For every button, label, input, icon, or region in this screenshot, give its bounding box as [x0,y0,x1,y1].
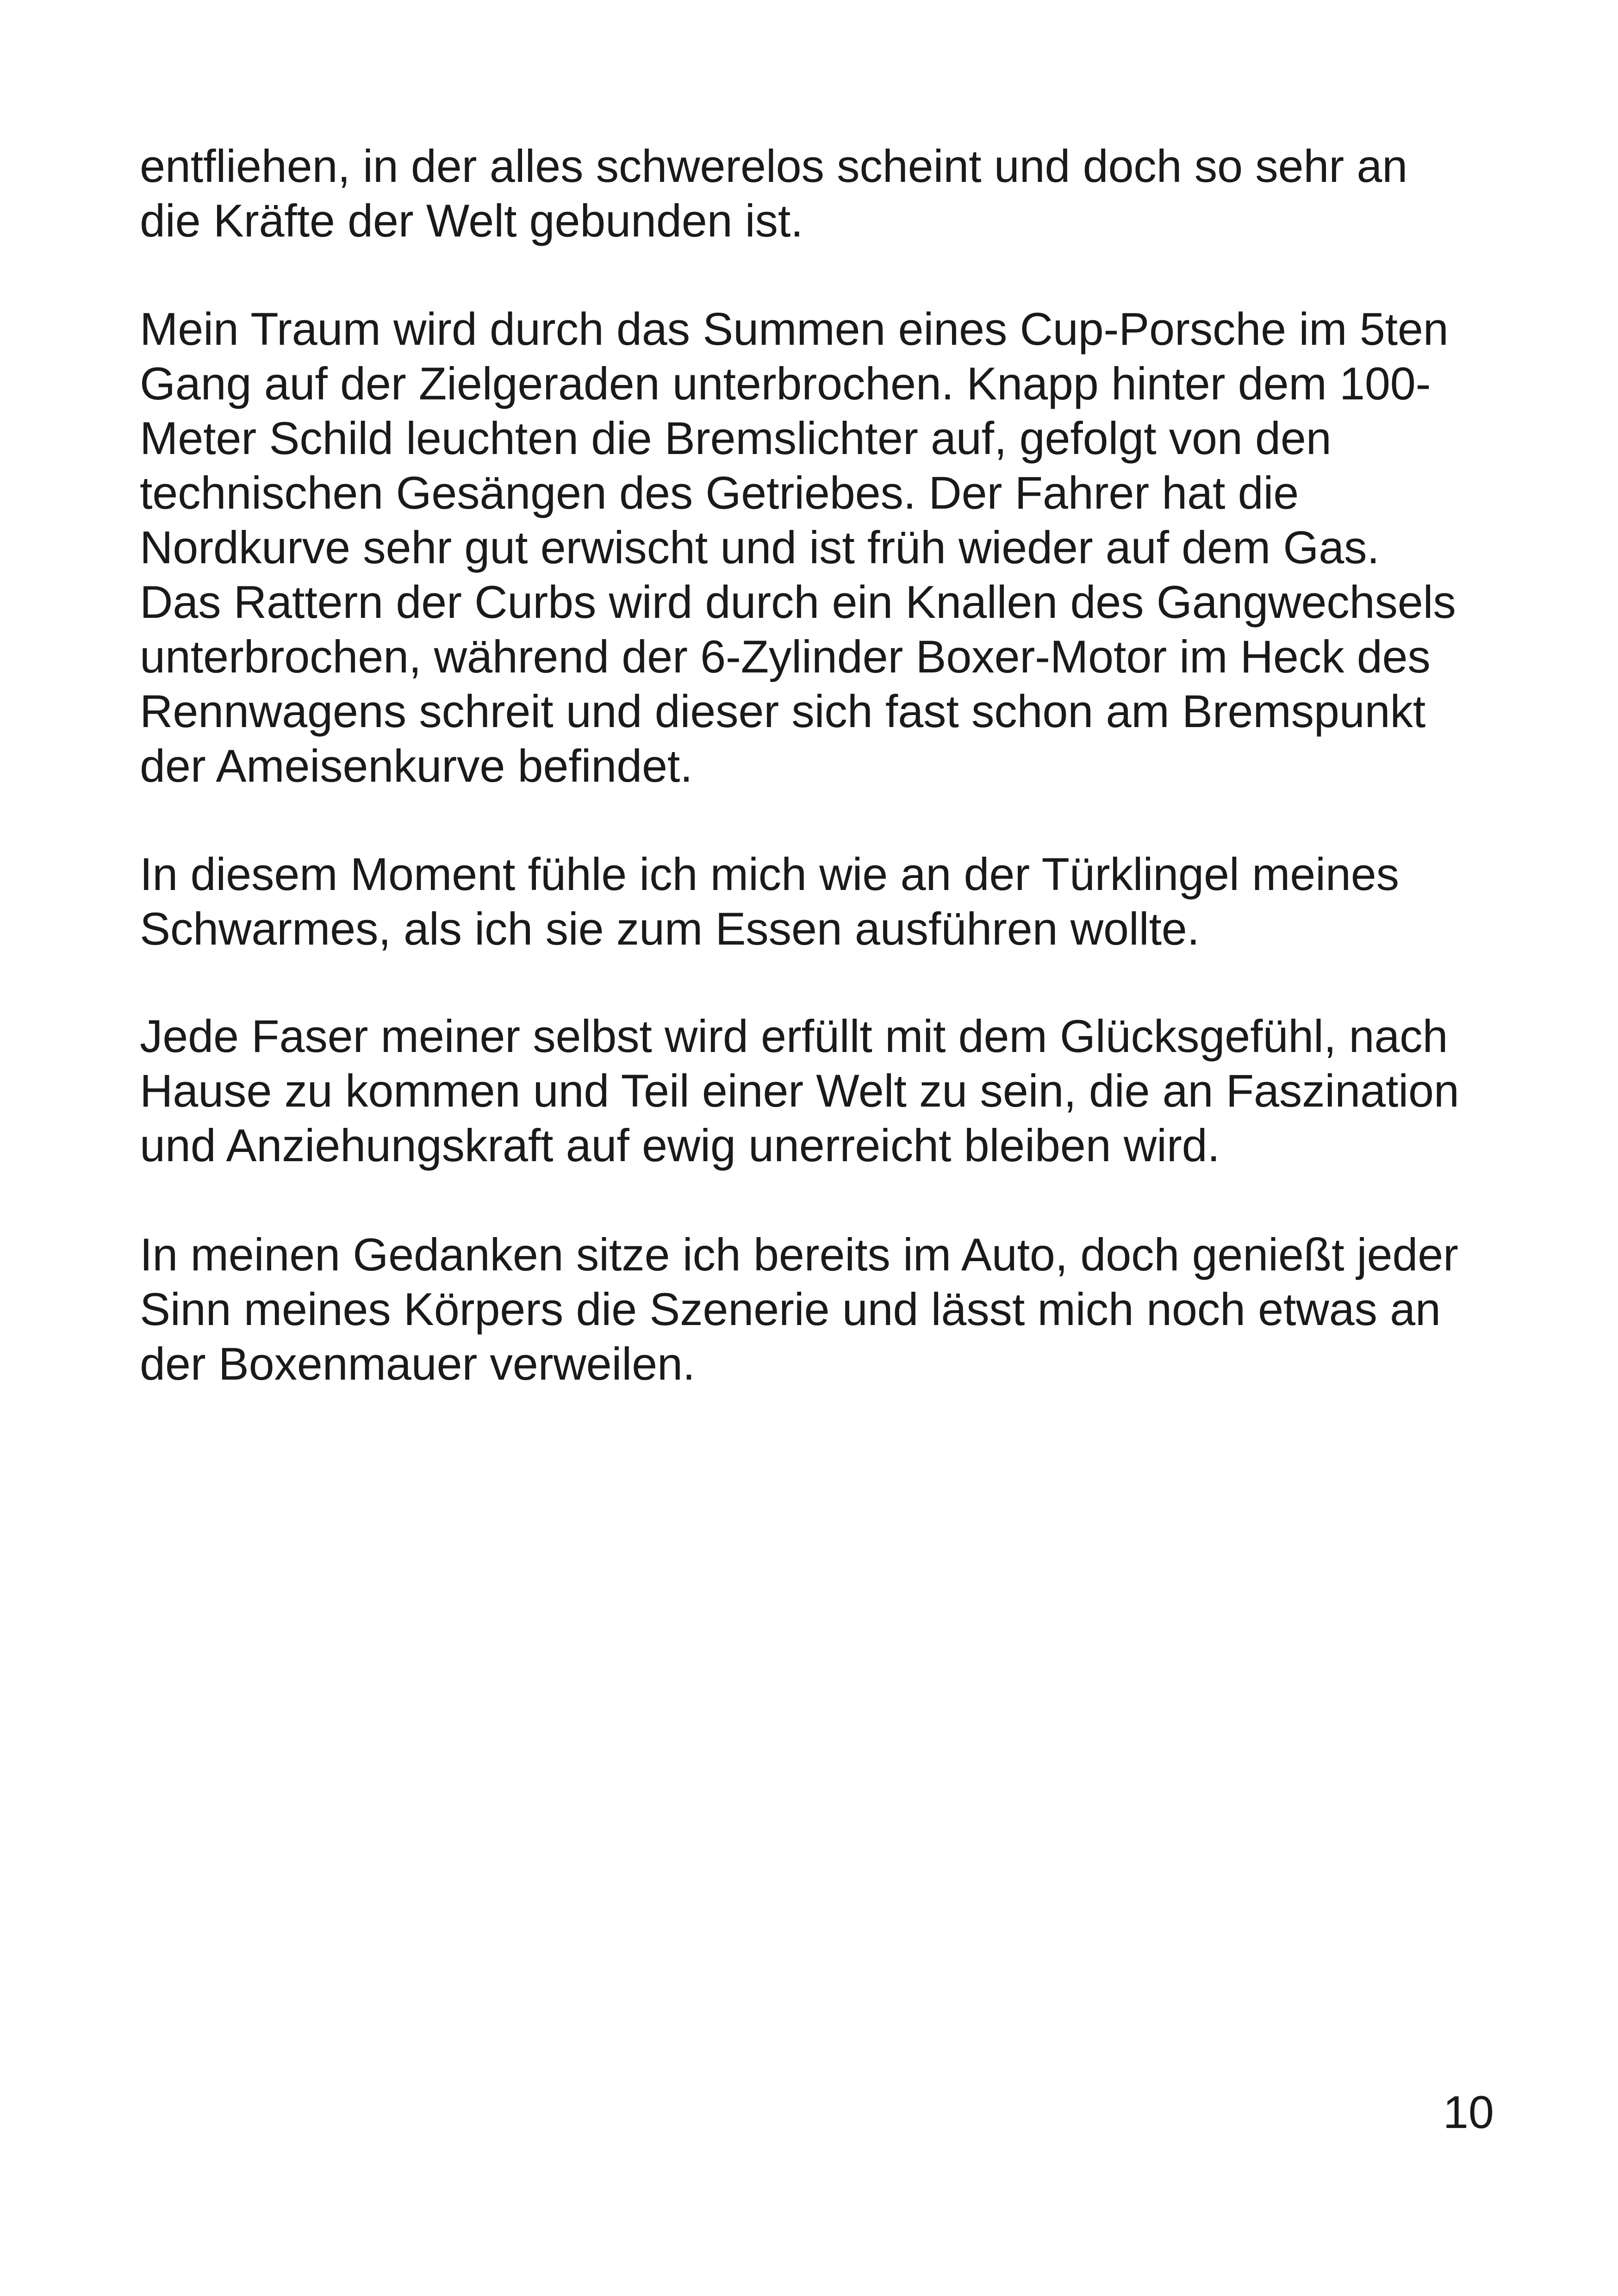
text-line: der Ameisenkurve befindet. [140,740,693,791]
text-line: Gang auf der Zielgeraden unterbrochen. Knapp hinter dem 100- [140,358,1431,409]
text-line: der Boxenmauer verweilen. [140,1338,696,1389]
text-line: Nordkurve sehr gut erwischt und ist früh wieder auf dem Gas. [140,522,1380,573]
text-line: Mein Traum wird durch das Summen eines Cup-Porsche im 5ten [140,303,1449,355]
text-line: Rennwagens schreit und dieser sich fast schon am Bremspunkt [140,685,1426,737]
text-line: entfliehen, in der alles schwerelos scheint und doch so sehr an [140,140,1408,192]
text-line: Hause zu kommen und Teil einer Welt zu sein, die an Faszination [140,1065,1459,1116]
text-line: In meinen Gedanken sitze ich bereits im Auto, doch genießt jeder [140,1229,1458,1280]
text-line: unterbrochen, während der 6-Zylinder Boxer-Motor im Heck des [140,631,1431,682]
text-line: technischen Gesängen des Getriebes. Der Fahrer hat die [140,467,1299,518]
text-line: die Kräfte der Welt gebunden ist. [140,195,803,246]
text-line: Das Rattern der Curbs wird durch ein Knallen des Gangwechsels [140,576,1456,628]
text-line: Sinn meines Körpers die Szenerie und lässt mich noch etwas an [140,1283,1441,1335]
text-line: und Anziehungskraft auf ewig unerreicht bleiben wird. [140,1120,1220,1171]
text-line: Jede Faser meiner selbst wird erfüllt mit dem Glücksgefühl, nach [140,1010,1448,1062]
text-line: Schwarmes, als ich sie zum Essen ausführen wollte. [140,903,1200,954]
page-number: 10 [1443,2086,1494,2138]
text-line: Meter Schild leuchten die Bremslichter auf, gefolgt von den [140,412,1332,464]
text-line: In diesem Moment fühle ich mich wie an der Türklingel meines [140,848,1399,900]
